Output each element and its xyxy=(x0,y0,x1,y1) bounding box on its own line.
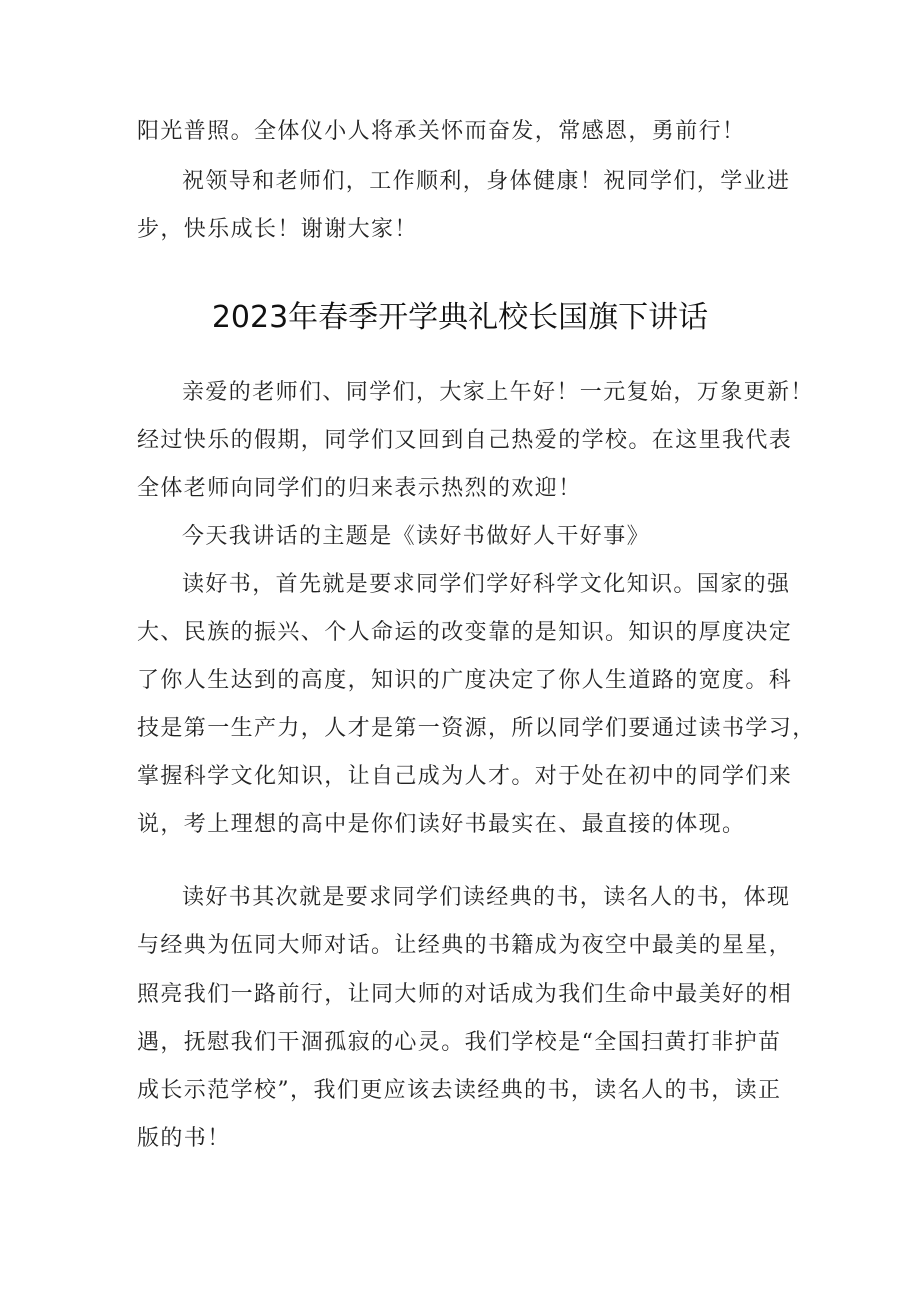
text-line: 与经典为伍同大师对话。让经典的书籍成为夜空中最美的星星， xyxy=(137,933,793,958)
text-line: 经过快乐的假期，同学们又回到自己热爱的学校。在这里我代表 xyxy=(137,428,793,453)
text-line: 说，考上理想的高中是你们读好书最实在、最直接的体现。 xyxy=(137,812,746,837)
text-line: 成长示范学校”，我们更应该去读经典的书，读名人的书，读正 xyxy=(137,1078,782,1103)
text-line: 照亮我们一路前行，让同大师的对话成为我们生命中最美好的相 xyxy=(137,982,793,1007)
text-line: 祝领导和老师们，工作顺利，身体健康！祝同学们，学业进 xyxy=(182,169,791,194)
text-line: 阳光普照。全体仪小人将承关怀而奋发，常感恩，勇前行！ xyxy=(137,119,746,144)
text-line: 读好书其次就是要求同学们读经典的书，读名人的书，体现 xyxy=(182,885,791,910)
text-line: 大、民族的振兴、个人命运的改变靠的是知识。知识的厚度决定 xyxy=(137,620,793,645)
text-line: 步，快乐成长！谢谢大家！ xyxy=(137,217,418,242)
text-line: 今天我讲话的主题是《读好书做好人干好事》 xyxy=(182,524,651,549)
text-line: 了你人生达到的高度，知识的广度决定了你人生道路的宽度。科 xyxy=(137,668,793,693)
text-line: 版的书！ xyxy=(137,1126,231,1151)
text-line: 遇，抚慰我们干涸孤寂的心灵。我们学校是“全国扫黄打非护苗 xyxy=(137,1030,782,1055)
text-line: 亲爱的老师们、同学们，大家上午好！一元复始，万象更新！ xyxy=(182,380,814,405)
text-line: 技是第一生产力，人才是第一资源，所以同学们要通过读书学习， xyxy=(137,716,816,741)
text-line: 掌握科学文化知识，让自己成为人才。对于处在初中的同学们来 xyxy=(137,764,793,789)
text-line: 读好书，首先就是要求同学们学好科学文化知识。国家的强 xyxy=(182,572,791,597)
text-line: 全体老师向同学们的归来表示热烈的欢迎！ xyxy=(137,476,582,501)
page-title: 2023年春季开学典礼校长国旗下讲话 xyxy=(211,300,709,335)
